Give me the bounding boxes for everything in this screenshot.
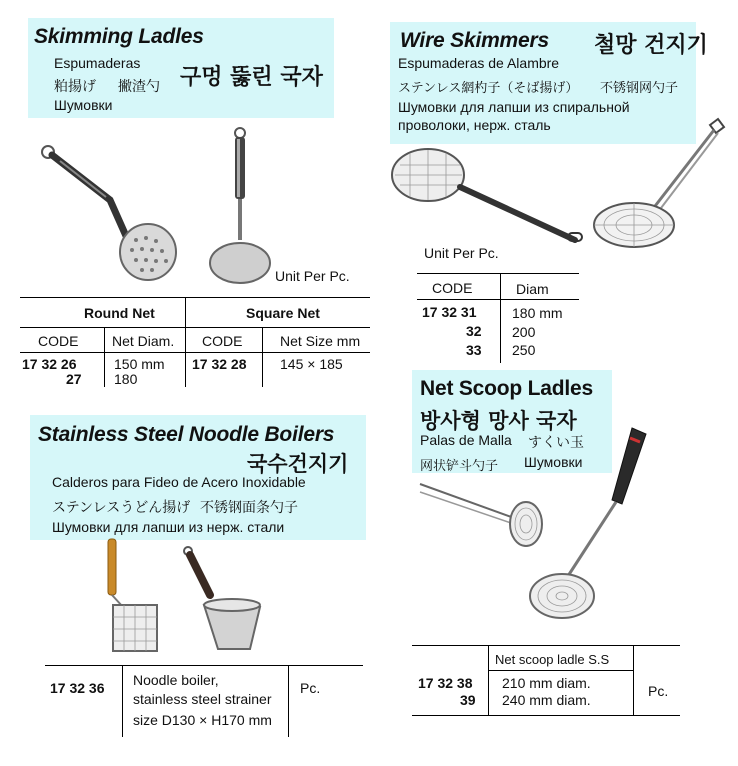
noodle-spanish: Calderos para Fideo de Acero Inoxidable — [52, 474, 306, 490]
wire-diam-1: 180 mm — [512, 305, 563, 321]
scoop-table-divider-2 — [633, 645, 634, 715]
wire-japanese: ステンレス網杓子（そば揚げ） — [398, 80, 579, 95]
skimming-round-code: 17 32 26 — [22, 356, 77, 372]
scoop-code-2: 39 — [460, 692, 476, 708]
skimming-title: Skimming Ladles — [34, 25, 204, 48]
scoop-header: Net scoop ladle S.S — [495, 652, 610, 667]
wire-diam-2: 200 — [512, 324, 536, 340]
scoop-spanish: Palas de Malla — [420, 432, 512, 448]
noodle-basket-image — [105, 535, 165, 655]
wire-code-3: 33 — [466, 342, 482, 358]
skimming-table-mid-rule — [20, 327, 370, 328]
scoop-title: Net Scoop Ladles — [420, 377, 594, 400]
wire-code-2: 32 — [466, 323, 482, 339]
skimming-chinese: 撇渣勺 — [118, 78, 160, 94]
skimming-round-val1: 150 mm — [114, 356, 165, 372]
noodle-russian: Шумовки для лапши из нерж. стали — [52, 519, 285, 535]
noodle-chinese: 不锈钢面条勺子 — [200, 499, 298, 515]
noodle-title: Stainless Steel Noodle Boilers — [38, 423, 335, 446]
scoop-code-1: 17 32 38 — [418, 675, 473, 691]
wire-table-top-rule — [417, 273, 579, 274]
skimming-ladle-image — [40, 140, 180, 290]
skimming-russian: Шумовки — [54, 97, 113, 113]
skimming-round-val2: 180 — [114, 371, 138, 387]
scoop-russian: Шумовки — [524, 454, 583, 470]
scoop-val-1: 210 mm diam. — [502, 675, 591, 691]
skimming-square-header: Square Net — [246, 305, 320, 321]
skimming-japanese: 粕揚げ — [54, 78, 96, 94]
skimming-col-code: CODE — [38, 333, 79, 349]
skimming-korean: 구멍 뚫린 국자 — [180, 65, 323, 90]
skimming-ladle-upright-image — [205, 125, 275, 290]
noodle-desc-1: Noodle boiler, — [133, 672, 219, 688]
scoop-table-top-rule — [412, 645, 680, 646]
wire-table-header-rule — [417, 299, 579, 300]
skimming-table-header-rule — [20, 352, 370, 353]
wire-skimmer-upright-image — [590, 115, 730, 255]
noodle-japanese: ステンレスうどん揚げ — [52, 499, 191, 515]
noodle-strainer-image — [180, 545, 270, 655]
scoop-chinese: 网状铲斗勺子 — [420, 458, 499, 473]
skimming-col-net-size: Net Size mm — [280, 333, 361, 349]
scoop-ladle-large-image — [526, 420, 656, 630]
skimming-round-header: Round Net — [84, 305, 155, 321]
skimming-col-net-diam: Net Diam. — [112, 333, 175, 349]
scoop-table-divider-1 — [488, 645, 489, 715]
wire-code-1: 17 32 31 — [422, 304, 477, 320]
scoop-table-bottom-rule — [412, 715, 680, 716]
noodle-table-divider-1 — [122, 665, 123, 737]
skimming-square-code: 17 32 28 — [192, 356, 247, 372]
scoop-japanese: すくい玉 — [528, 434, 584, 450]
noodle-korean: 국수건지기 — [247, 452, 349, 476]
wire-table-divider — [500, 273, 501, 363]
wire-korean: 철망 건지기 — [594, 33, 708, 58]
noodle-code: 17 32 36 — [50, 680, 105, 696]
noodle-desc-3: size D130 × H170 mm — [133, 712, 272, 728]
wire-spanish: Espumaderas de Alambre — [398, 55, 560, 71]
wire-unit: Unit Per Pc. — [424, 245, 499, 261]
scoop-unit: Pc. — [648, 683, 669, 699]
scoop-table-header-rule — [488, 670, 633, 671]
noodle-table-divider-2 — [288, 665, 289, 737]
skimming-col-code2: CODE — [202, 333, 243, 349]
wire-russian-2: проволоки, нерж. сталь — [398, 117, 551, 133]
skimming-round-code2: 27 — [66, 371, 82, 387]
scoop-val-2: 240 mm diam. — [502, 692, 591, 708]
wire-col-code: CODE — [432, 280, 473, 296]
skimming-col-divider-2 — [262, 327, 263, 387]
skimming-table-divider — [185, 297, 186, 387]
noodle-desc-2: stainless steel strainer — [133, 691, 272, 707]
wire-russian-1: Шумовки для лапши из спиральной — [398, 99, 630, 115]
skimming-unit: Unit Per Pc. — [275, 268, 350, 284]
skimming-square-val: 145 × 185 — [280, 356, 343, 372]
scoop-korean: 방사형 망사 국자 — [420, 409, 577, 433]
wire-title: Wire Skimmers — [400, 29, 549, 52]
noodle-table-top-rule — [45, 665, 363, 666]
wire-col-diam: Diam — [516, 281, 549, 297]
skimming-spanish: Espumaderas — [54, 55, 141, 71]
wire-diam-3: 250 — [512, 342, 536, 358]
wire-skimmer-image — [390, 145, 590, 245]
skimming-col-divider-1 — [104, 327, 105, 387]
wire-chinese: 不锈钢网勺子 — [600, 80, 679, 95]
noodle-unit: Pc. — [300, 680, 321, 696]
skimming-table-top-rule — [20, 297, 370, 298]
